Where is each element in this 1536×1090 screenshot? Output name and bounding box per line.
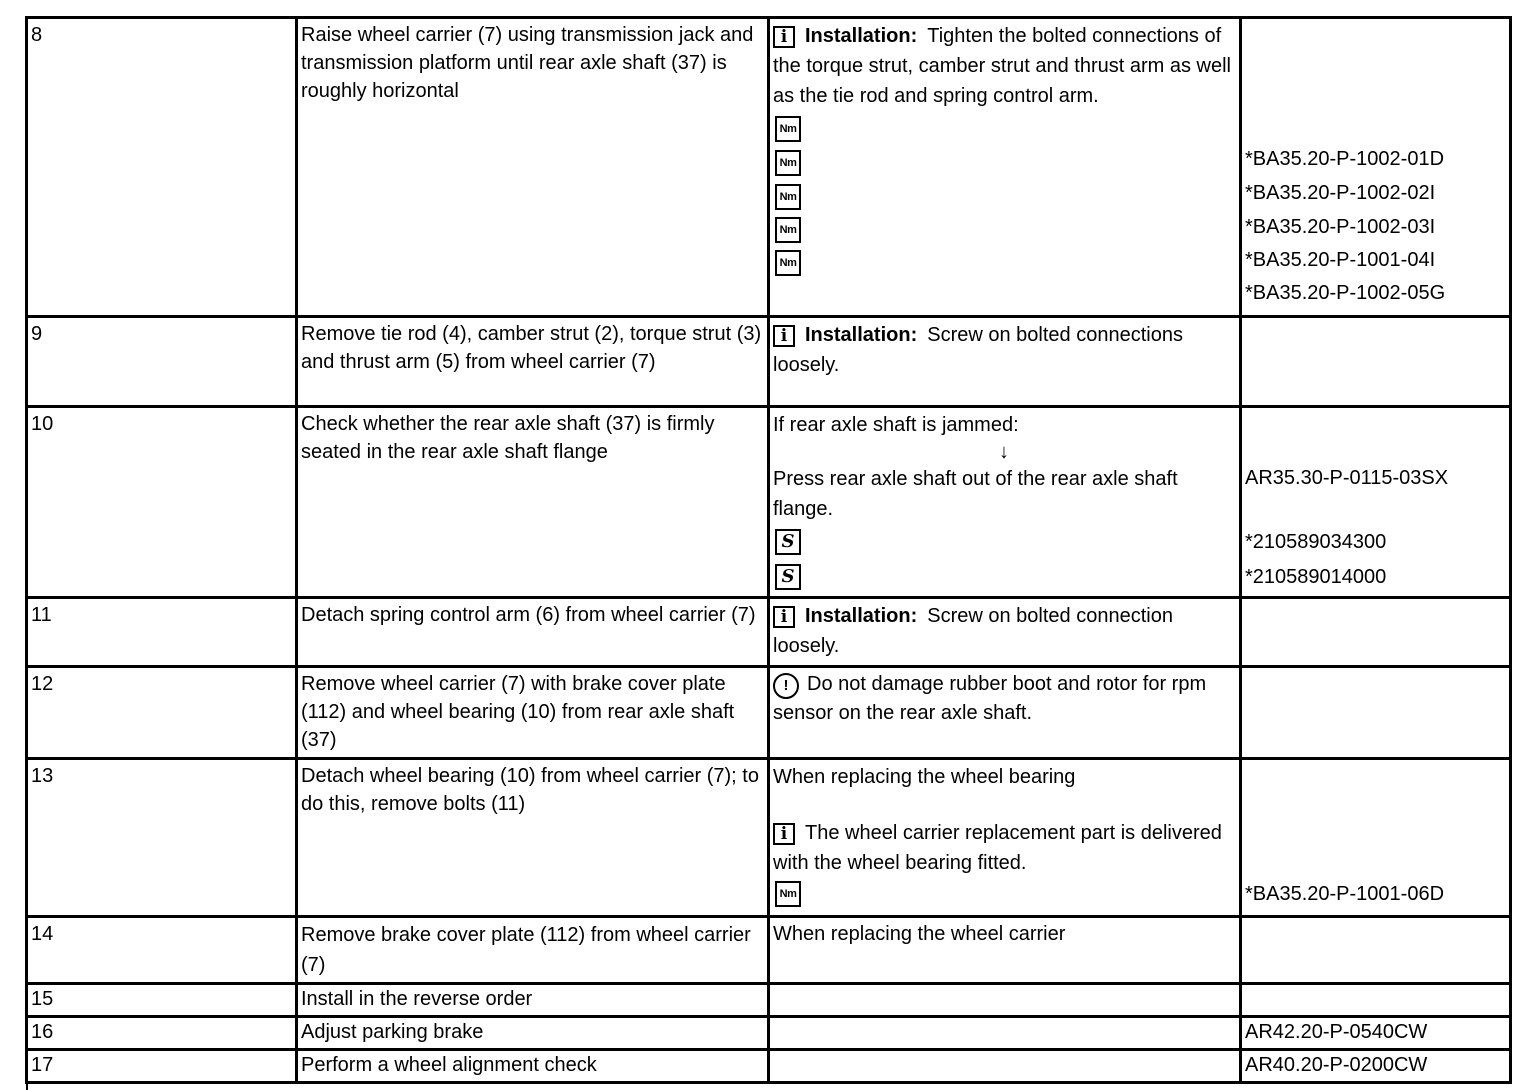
installation-label: Installation:: [805, 25, 918, 47]
step-notes: [769, 984, 1241, 1017]
table-row: [27, 317, 1511, 407]
step-references: [1241, 667, 1511, 759]
step-number: 13: [27, 759, 297, 917]
step-references: [1241, 598, 1511, 667]
torque-reference-link[interactable]: *BA35.20-P-1002-02I: [1245, 182, 1436, 204]
tool-reference-link[interactable]: *210589014000: [1245, 565, 1387, 588]
step-references: [1241, 759, 1511, 917]
step-number: 11: [27, 598, 297, 667]
step-action: Detach wheel bearing (10) from wheel carrier (7); to do this, remove bolts (11): [297, 759, 769, 917]
step-action: Raise wheel carrier (7) using transmission jack and transmission platform until rear axle shaft (37) is roughly horizontal: [297, 18, 769, 317]
step-notes: [769, 317, 1241, 407]
table-row: [27, 759, 1511, 917]
step-notes: [769, 1050, 1241, 1083]
step-notes: [769, 598, 1241, 667]
info-icon: i: [773, 606, 795, 628]
procedure-reference-link[interactable]: AR42.20-P-0540CW: [1245, 1021, 1428, 1043]
table-row: [27, 1050, 1511, 1083]
step-references: [1241, 1050, 1511, 1083]
step-number: 14: [27, 917, 297, 984]
note-text: Screw on bolted connection loosely.: [773, 605, 1173, 657]
tool-reference-link[interactable]: *210589034300: [1245, 530, 1387, 553]
step-notes: [769, 407, 1241, 598]
torque-icon: Nm: [775, 250, 801, 276]
installation-label: Installation:: [805, 324, 918, 346]
step-action: Check whether the rear axle shaft (37) is firmly seated in the rear axle shaft flange: [297, 407, 769, 598]
info-icon: i: [773, 823, 795, 845]
torque-reference-link[interactable]: *BA35.20-P-1002-03I: [1245, 215, 1436, 238]
installation-note: [773, 21, 1235, 111]
info-icon: i: [773, 26, 795, 48]
torque-reference-link[interactable]: *BA35.20-P-1002-01D: [1245, 147, 1445, 170]
table-row: [27, 984, 1511, 1017]
step-action: Perform a wheel alignment check: [297, 1050, 769, 1083]
table-row: [27, 18, 1511, 317]
installation-label: Installation:: [805, 605, 918, 627]
step-action: Detach spring control arm (6) from wheel carrier (7): [297, 598, 769, 667]
torque-icon: Nm: [775, 184, 801, 210]
table-row: [27, 667, 1511, 759]
press-instruction: Press rear axle shaft out of the rear axle shaft flange.: [773, 468, 1178, 520]
note-text: Tighten the bolted connections of the torque strut, camber strut and thrust arm as well as the tie rod and spring control arm.: [773, 25, 1231, 107]
step-references: [1241, 407, 1511, 598]
page-corner-mark: [26, 1082, 40, 1090]
special-tool-icon: S: [775, 529, 801, 555]
step-references: [1241, 917, 1511, 984]
note-text: The wheel carrier replacement part is delivered with the wheel bearing fitted.: [773, 822, 1222, 874]
table-row: [27, 407, 1511, 598]
condition-text: When replacing the wheel bearing: [773, 766, 1076, 788]
step-action: Remove wheel carrier (7) with brake cover plate (112) and wheel bearing (10) from rear axle shaft (37): [297, 667, 769, 759]
condition-text: If rear axle shaft is jammed:: [773, 414, 1019, 436]
step-references: [1241, 1017, 1511, 1050]
torque-icon: Nm: [775, 116, 801, 142]
step-notes: [769, 759, 1241, 917]
torque-icon: Nm: [775, 881, 801, 907]
step-notes: [769, 1017, 1241, 1050]
torque-reference-link[interactable]: *BA35.20-P-1001-06D: [1245, 883, 1445, 905]
step-number: 12: [27, 667, 297, 759]
special-tool-icon: S: [775, 564, 801, 590]
note-text: Do not damage rubber boot and rotor for rpm sensor on the rear axle shaft.: [773, 673, 1207, 724]
table-row: [27, 917, 1511, 984]
procedure-reference-link[interactable]: AR35.30-P-0115-03SX: [1245, 467, 1449, 489]
step-notes: When replacing the wheel carrier: [769, 917, 1241, 984]
table-row: [27, 598, 1511, 667]
step-action: Remove tie rod (4), camber strut (2), torque strut (3) and thrust arm (5) from wheel carrier (7): [297, 317, 769, 407]
procedure-table: [25, 16, 1512, 1084]
step-number: 15: [27, 984, 297, 1017]
step-number: 8: [27, 18, 297, 317]
step-action: Adjust parking brake: [297, 1017, 769, 1050]
info-icon: i: [773, 325, 795, 347]
step-references: [1241, 18, 1511, 317]
torque-reference-link[interactable]: *BA35.20-P-1002-05G: [1245, 282, 1446, 304]
step-notes: [769, 667, 1241, 759]
step-references: [1241, 317, 1511, 407]
step-number: 10: [27, 407, 297, 598]
info-note: [773, 818, 1235, 878]
step-number: 17: [27, 1050, 297, 1083]
procedure-reference-link[interactable]: AR40.20-P-0200CW: [1245, 1054, 1428, 1076]
step-action: Remove brake cover plate (112) from wheel carrier (7): [297, 917, 769, 984]
arrow-down-icon: ↓: [999, 441, 1009, 463]
step-notes: [769, 18, 1241, 317]
torque-icon: Nm: [775, 217, 801, 243]
table-row: [27, 1017, 1511, 1050]
step-references: [1241, 984, 1511, 1017]
torque-reference-link[interactable]: *BA35.20-P-1001-04I: [1245, 248, 1436, 271]
note-text: Screw on bolted connections loosely.: [773, 324, 1183, 376]
caution-icon: !: [773, 673, 799, 699]
step-number: 9: [27, 317, 297, 407]
step-number: 16: [27, 1017, 297, 1050]
step-action: Install in the reverse order: [297, 984, 769, 1017]
torque-icon: Nm: [775, 150, 801, 176]
